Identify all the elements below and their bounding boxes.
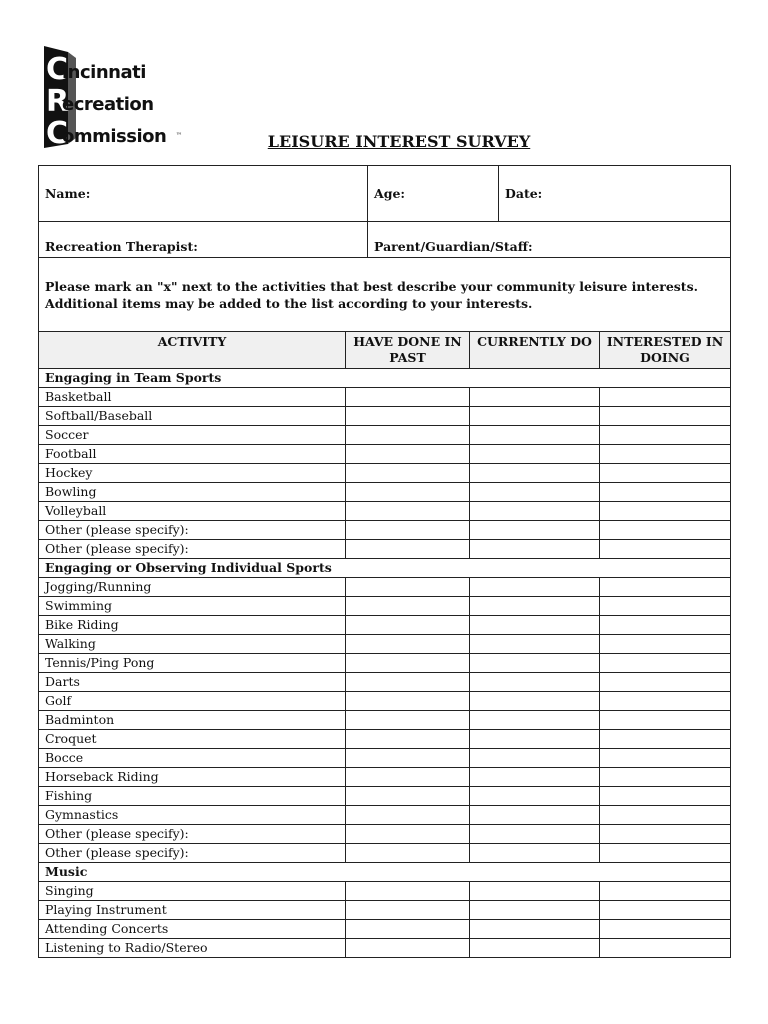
currently-checkbox[interactable] [470, 483, 600, 502]
currently-checkbox[interactable] [470, 464, 600, 483]
logo-line-2: ecreation [62, 94, 154, 115]
logo-cap-c2: C [46, 116, 69, 151]
activity-row [39, 844, 731, 863]
done-past-checkbox[interactable] [346, 597, 470, 616]
activity-label: Softball/Baseball [39, 407, 346, 426]
currently-checkbox[interactable] [470, 635, 600, 654]
interested-checkbox[interactable] [600, 749, 731, 768]
therapist-field[interactable] [39, 222, 368, 258]
done-past-checkbox[interactable] [346, 426, 470, 445]
activity-label: Fishing [39, 787, 346, 806]
activity-label: Darts [39, 673, 346, 692]
activity-row [39, 920, 731, 939]
activity-row [39, 521, 731, 540]
done-past-checkbox[interactable] [346, 616, 470, 635]
activity-row [39, 806, 731, 825]
interested-checkbox[interactable] [600, 939, 731, 958]
activity-row [39, 540, 731, 559]
logo-cap-r: R [46, 84, 70, 119]
interested-checkbox[interactable] [600, 768, 731, 787]
activity-row [39, 768, 731, 787]
currently-checkbox[interactable] [470, 445, 600, 464]
currently-checkbox[interactable] [470, 882, 600, 901]
logo-line-3: ommission [62, 126, 167, 147]
col-interested-header: INTERESTED IN DOING [600, 332, 731, 369]
activity-label: Badminton [39, 711, 346, 730]
activity-label: Croquet [39, 730, 346, 749]
done-past-checkbox[interactable] [346, 578, 470, 597]
activity-label: Tennis/Ping Pong [39, 654, 346, 673]
currently-checkbox[interactable] [470, 749, 600, 768]
activity-row [39, 673, 731, 692]
activity-row [39, 787, 731, 806]
activity-row [39, 502, 731, 521]
done-past-checkbox[interactable] [346, 806, 470, 825]
logo-trademark: ™ [176, 132, 182, 139]
currently-checkbox[interactable] [470, 654, 600, 673]
interested-checkbox[interactable] [600, 654, 731, 673]
done-past-checkbox[interactable] [346, 464, 470, 483]
therapist-label: Recreation Therapist: [45, 239, 198, 254]
interested-checkbox[interactable] [600, 806, 731, 825]
currently-checkbox[interactable] [470, 920, 600, 939]
done-past-checkbox[interactable] [346, 673, 470, 692]
activity-row [39, 730, 731, 749]
guardian-label: Parent/Guardian/Staff: [374, 239, 533, 254]
age-field[interactable] [368, 166, 499, 222]
activity-row [39, 749, 731, 768]
activity-row [39, 635, 731, 654]
section-title: Music [39, 863, 731, 882]
interested-checkbox[interactable] [600, 692, 731, 711]
done-past-checkbox[interactable] [346, 388, 470, 407]
done-past-checkbox[interactable] [346, 654, 470, 673]
interested-checkbox[interactable] [600, 616, 731, 635]
date-field[interactable] [499, 166, 731, 222]
activity-body [39, 369, 731, 958]
done-past-checkbox[interactable] [346, 787, 470, 806]
activity-label: Playing Instrument [39, 901, 346, 920]
done-past-checkbox[interactable] [346, 711, 470, 730]
survey-form [38, 165, 730, 958]
currently-checkbox[interactable] [470, 616, 600, 635]
section-title: Engaging in Team Sports [39, 369, 731, 388]
activity-row [39, 464, 731, 483]
activity-row [39, 616, 731, 635]
logo-line-1: incinnati [62, 62, 146, 83]
activity-label: Swimming [39, 597, 346, 616]
done-past-checkbox[interactable] [346, 502, 470, 521]
activity-label: Gymnastics [39, 806, 346, 825]
currently-checkbox[interactable] [470, 521, 600, 540]
currently-checkbox[interactable] [470, 901, 600, 920]
interested-checkbox[interactable] [600, 388, 731, 407]
date-label: Date: [505, 185, 543, 201]
activity-label: Horseback Riding [39, 768, 346, 787]
currently-checkbox[interactable] [470, 692, 600, 711]
done-past-checkbox[interactable] [346, 901, 470, 920]
interested-checkbox[interactable] [600, 426, 731, 445]
section-header-row [39, 369, 731, 388]
done-past-checkbox[interactable] [346, 445, 470, 464]
col-activity-header: ACTIVITY [39, 332, 346, 369]
currently-checkbox[interactable] [470, 407, 600, 426]
done-past-checkbox[interactable] [346, 483, 470, 502]
done-past-checkbox[interactable] [346, 635, 470, 654]
currently-checkbox[interactable] [470, 597, 600, 616]
activity-row [39, 578, 731, 597]
interested-checkbox[interactable] [600, 825, 731, 844]
currently-checkbox[interactable] [470, 844, 600, 863]
activity-label: Bowling [39, 483, 346, 502]
col-currently-header: CURRENTLY DO [470, 332, 600, 369]
activity-label: Singing [39, 882, 346, 901]
activity-label: Walking [39, 635, 346, 654]
activity-row [39, 939, 731, 958]
done-past-checkbox[interactable] [346, 407, 470, 426]
info-table [38, 165, 731, 332]
currently-checkbox[interactable] [470, 825, 600, 844]
done-past-checkbox[interactable] [346, 730, 470, 749]
interested-checkbox[interactable] [600, 407, 731, 426]
activity-label: Football [39, 445, 346, 464]
interested-checkbox[interactable] [600, 597, 731, 616]
currently-checkbox[interactable] [470, 711, 600, 730]
interested-checkbox[interactable] [600, 920, 731, 939]
currently-checkbox[interactable] [470, 540, 600, 559]
currently-checkbox[interactable] [470, 730, 600, 749]
activity-label: Other (please specify): [39, 844, 346, 863]
done-past-checkbox[interactable] [346, 540, 470, 559]
done-past-checkbox[interactable] [346, 825, 470, 844]
interested-checkbox[interactable] [600, 787, 731, 806]
interested-checkbox[interactable] [600, 730, 731, 749]
activity-row [39, 882, 731, 901]
interested-checkbox[interactable] [600, 445, 731, 464]
currently-checkbox[interactable] [470, 939, 600, 958]
activity-label: Golf [39, 692, 346, 711]
interested-checkbox[interactable] [600, 578, 731, 597]
activity-row [39, 426, 731, 445]
name-field[interactable] [39, 166, 368, 222]
done-past-checkbox[interactable] [346, 768, 470, 787]
name-label: Name: [45, 185, 91, 201]
currently-checkbox[interactable] [470, 578, 600, 597]
interested-checkbox[interactable] [600, 711, 731, 730]
activity-row [39, 901, 731, 920]
currently-checkbox[interactable] [470, 787, 600, 806]
activity-label: Other (please specify): [39, 521, 346, 540]
activity-row [39, 445, 731, 464]
activity-row [39, 825, 731, 844]
interested-checkbox[interactable] [600, 901, 731, 920]
activity-label: Listening to Radio/Stereo [39, 939, 346, 958]
activity-label: Volleyball [39, 502, 346, 521]
section-header-row [39, 559, 731, 578]
activity-row [39, 597, 731, 616]
interested-checkbox[interactable] [600, 502, 731, 521]
logo-cap-c1: C [46, 52, 69, 87]
interested-checkbox[interactable] [600, 540, 731, 559]
activity-row [39, 711, 731, 730]
done-past-checkbox[interactable] [346, 920, 470, 939]
age-label: Age: [374, 185, 406, 201]
activity-label: Other (please specify): [39, 540, 346, 559]
col-done-past-header: HAVE DONE IN PAST [346, 332, 470, 369]
interested-checkbox[interactable] [600, 673, 731, 692]
activity-label: Attending Concerts [39, 920, 346, 939]
currently-checkbox[interactable] [470, 768, 600, 787]
activity-row [39, 483, 731, 502]
done-past-checkbox[interactable] [346, 692, 470, 711]
section-header-row [39, 863, 731, 882]
interested-checkbox[interactable] [600, 464, 731, 483]
activity-label: Bocce [39, 749, 346, 768]
activity-label: Bike Riding [39, 616, 346, 635]
activity-label: Soccer [39, 426, 346, 445]
activity-label: Other (please specify): [39, 825, 346, 844]
currently-checkbox[interactable] [470, 673, 600, 692]
done-past-checkbox[interactable] [346, 749, 470, 768]
currently-checkbox[interactable] [470, 426, 600, 445]
section-title: Engaging or Observing Individual Sports [39, 559, 731, 578]
currently-checkbox[interactable] [470, 388, 600, 407]
activity-label: Basketball [39, 388, 346, 407]
done-past-checkbox[interactable] [346, 939, 470, 958]
interested-checkbox[interactable] [600, 483, 731, 502]
activity-row [39, 407, 731, 426]
done-past-checkbox[interactable] [346, 844, 470, 863]
done-past-checkbox[interactable] [346, 521, 470, 540]
activity-table [38, 331, 731, 958]
interested-checkbox[interactable] [600, 844, 731, 863]
activity-label: Jogging/Running [39, 578, 346, 597]
currently-checkbox[interactable] [470, 806, 600, 825]
activity-row [39, 388, 731, 407]
done-past-checkbox[interactable] [346, 882, 470, 901]
activity-label: Hockey [39, 464, 346, 483]
interested-checkbox[interactable] [600, 882, 731, 901]
interested-checkbox[interactable] [600, 521, 731, 540]
instructions: Please mark an "x" next to the activities that best describe your community leisure interests. Additional items may be added to the list according to your interests. [39, 258, 731, 332]
activity-row [39, 654, 731, 673]
currently-checkbox[interactable] [470, 502, 600, 521]
activity-row [39, 692, 731, 711]
guardian-field[interactable] [368, 222, 731, 258]
page-title: LEISURE INTEREST SURVEY [267, 132, 531, 151]
interested-checkbox[interactable] [600, 635, 731, 654]
